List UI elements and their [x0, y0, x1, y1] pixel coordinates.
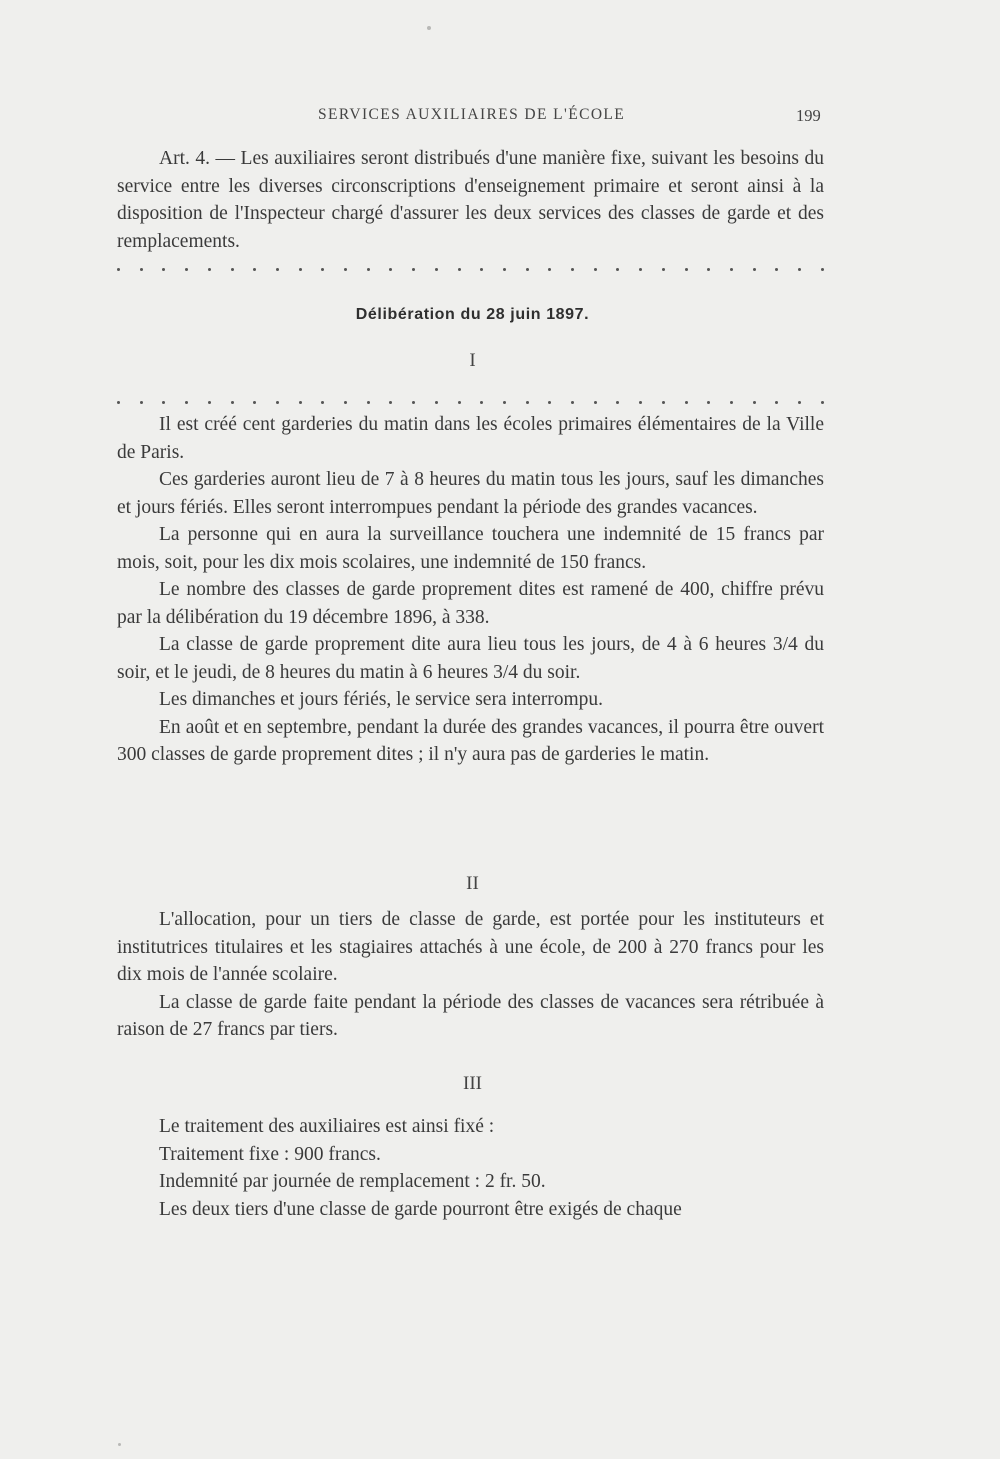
leader-dot: [503, 268, 506, 271]
deliberation-heading: Délibération du 28 juin 1897.: [355, 306, 590, 323]
page-number: 199: [796, 106, 821, 125]
section-II-paragraph: L'allocation, pour un tiers de classe de garde, est portée pour les instituteurs et institutrices titulaires et les stagiaires attachés à une école, de 200 à 270 francs pour les dix mois de l'année scolaire.: [117, 909, 824, 985]
paper-speck: [427, 26, 431, 30]
leader-dot: [231, 401, 234, 404]
leader-dot: [685, 401, 688, 404]
leader-dot: [299, 268, 302, 271]
leader-dot: [639, 401, 642, 404]
section-I-paragraph: La personne qui en aura la surveillance touchera une indemnité de 15 francs par mois, soit, pour les dix mois scolaires, une indemnité de 150 francs.: [117, 524, 824, 573]
article-4-paragraph: Art. 4. — Les auxiliaires seront distribués d'une manière fixe, suivant les besoins du service entre les diverses circonscriptions d'enseignement primaire et seront ainsi à la disposition de l'Inspecteur chargé d'assurer les deux services des classes de garde et des remplacements.: [117, 148, 824, 252]
leader-dot: [412, 401, 415, 404]
leader-dot: [321, 401, 324, 404]
leader-dot: [526, 401, 529, 404]
section-I-body: [117, 411, 824, 769]
leader-dot: [458, 268, 461, 271]
leader-dot: [344, 268, 347, 271]
leader-dot: [321, 268, 324, 271]
ellipsis-rule-top: [117, 262, 824, 276]
leader-dot: [798, 401, 801, 404]
leader-dot: [685, 268, 688, 271]
leader-dot: [253, 268, 256, 271]
section-I-paragraph: Le nombre des classes de garde proprement dites est ramené de 400, chiffre prévu par la délibération du 19 décembre 1896, à 338.: [117, 579, 824, 628]
leader-dot: [753, 401, 756, 404]
leader-dot: [253, 401, 256, 404]
paper-speck: [118, 1443, 121, 1446]
leader-dot: [775, 401, 778, 404]
section-numeral-I: I: [469, 350, 476, 371]
leader-dot: [117, 268, 120, 271]
section-I-paragraph: La classe de garde proprement dite aura lieu tous les jours, de 4 à 6 heures 3/4 du soir, et le jeudi, de 8 heures du matin à 6 heures 3/4 du soir.: [117, 634, 824, 683]
section-numeral-II: II: [466, 873, 479, 894]
leader-dot: [526, 268, 529, 271]
leader-dot: [616, 401, 619, 404]
leader-dot: [798, 268, 801, 271]
section-I-paragraph: Les dimanches et jours fériés, le service sera interrompu.: [159, 689, 603, 710]
section-II-paragraph: La classe de garde faite pendant la période des classes de vacances sera rétribuée à raison de 27 francs par tiers.: [117, 991, 824, 1040]
leader-dot: [412, 268, 415, 271]
leader-dot: [231, 268, 234, 271]
leader-dot: [821, 268, 824, 271]
running-header: [0, 106, 1000, 130]
leader-dot: [639, 268, 642, 271]
section-numeral-III: III: [463, 1073, 482, 1094]
leader-dot: [208, 268, 211, 271]
leader-dot: [571, 268, 574, 271]
leader-dot: [730, 268, 733, 271]
article-4-block: [117, 145, 824, 255]
running-title: SERVICES AUXILIAIRES DE L'ÉCOLE: [318, 106, 626, 123]
leader-dot: [435, 401, 438, 404]
leader-dot: [503, 401, 506, 404]
leader-dot: [117, 401, 120, 404]
leader-dot: [548, 268, 551, 271]
leader-dot: [480, 401, 483, 404]
leader-dot: [662, 268, 665, 271]
section-III-paragraph: Les deux tiers d'une classe de garde pourront être exigés de chaque: [159, 1198, 682, 1220]
leader-dot: [594, 401, 597, 404]
leader-dot: [707, 268, 710, 271]
leader-dot: [276, 268, 279, 271]
section-III-paragraph: Traitement fixe : 900 francs.: [159, 1143, 381, 1165]
leader-dot: [594, 268, 597, 271]
section-II-body: [117, 906, 824, 1044]
leader-dot: [140, 268, 143, 271]
leader-dot: [276, 401, 279, 404]
leader-dot: [344, 401, 347, 404]
leader-dot: [435, 268, 438, 271]
leader-dot: [208, 401, 211, 404]
leader-dot: [389, 401, 392, 404]
leader-dot: [140, 401, 143, 404]
leader-dot: [662, 401, 665, 404]
leader-dot: [299, 401, 302, 404]
section-III-paragraph: Indemnité par journée de remplacement : 2 fr. 50.: [159, 1171, 546, 1192]
leader-dot: [185, 268, 188, 271]
leader-dot: [458, 401, 461, 404]
leader-dot: [162, 268, 165, 271]
leader-dot: [707, 401, 710, 404]
section-I-paragraph: En août et en septembre, pendant la durée des grandes vacances, il pourra être ouvert 300 classes de garde proprement dites ; il n'y aura pas de garderies le matin.: [117, 716, 824, 765]
leader-dot: [367, 268, 370, 271]
leader-dot: [162, 401, 165, 404]
section-I-paragraph: Ces garderies auront lieu de 7 à 8 heures du matin tous les jours, sauf les dimanches et jours fériés. Elles seront interrompues pendant la période des grandes vacances.: [117, 469, 824, 518]
leader-dot: [185, 401, 188, 404]
leader-dot: [730, 401, 733, 404]
leader-dot: [480, 268, 483, 271]
section-I-paragraph: Il est créé cent garderies du matin dans les écoles primaires élémentaires de la Ville de Paris.: [117, 414, 824, 463]
section-III-body: [117, 1113, 824, 1223]
leader-dot: [548, 401, 551, 404]
leader-dot: [821, 401, 824, 404]
leader-dot: [753, 268, 756, 271]
leader-dot: [389, 268, 392, 271]
leader-dot: [367, 401, 370, 404]
section-III-paragraph: Le traitement des auxiliaires est ainsi fixé :: [159, 1116, 495, 1137]
leader-dot: [616, 268, 619, 271]
leader-dot: [571, 401, 574, 404]
ellipsis-rule-section-I: [117, 395, 824, 409]
leader-dot: [775, 268, 778, 271]
